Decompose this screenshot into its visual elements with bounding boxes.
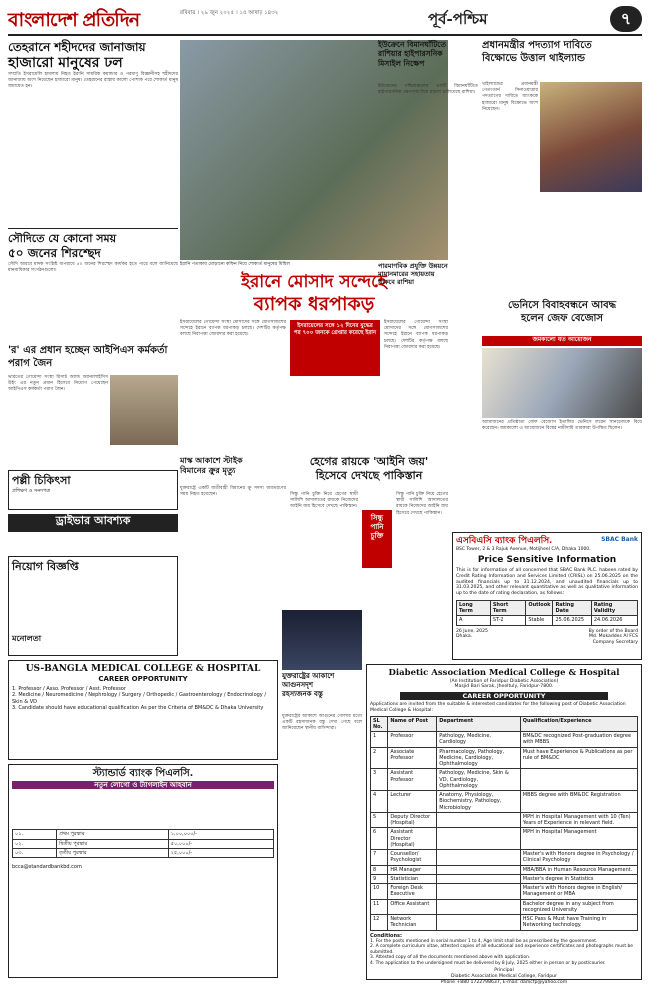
table-header: Long Term xyxy=(457,600,491,616)
myanmar-headline: পারমাণবিক প্রযুক্তি উন্নয়নে মায়ানমারের সহায়তায় থাকবে রাশিয়া xyxy=(378,262,448,287)
table-cell: 5 xyxy=(371,812,388,828)
table-cell: Associate Professor xyxy=(388,747,437,769)
tehran-caption: ইরানি পতাকায় মোড়ানো কফিন নিয়ে শোকার্ত মানুষের মিছিল xyxy=(180,262,291,267)
table-row xyxy=(371,899,638,915)
table-cell: Professor xyxy=(388,732,437,748)
thailand-protest-photo xyxy=(540,82,642,192)
table-cell: Lecturer xyxy=(388,791,437,813)
usbangla-ad: US-BANGLA MEDICAL COLLEGE & HOSPITAL CAREER OPPORTUNITY 1. Professor / Asso. Professor / Asst. Professor 2. Medicine / Neuromedicine / Nephrology / Surgery / Orthopedic / Gastroenterology / Endocrinology / Skin & VD 3. Candidate should have educational qualification As per the Criteria of BM&DC & Dhaka University xyxy=(8,660,278,760)
table-cell: 9 xyxy=(371,874,388,883)
table-cell: BM&DC recognized Post-graduation degree with MBBS xyxy=(520,732,637,748)
pakistan-headline: হেগের রায়কে 'আইনি জয়' হিসেবে দেখছে পাকিস্তান xyxy=(309,455,429,482)
mossad-headline: ইরানে মোসাদ সন্দেহে ব্যাপক ধরপাকড় xyxy=(241,272,387,316)
table-row: ০২. দ্বিতীয় পুরস্কার ৫০,০০০/- xyxy=(13,839,274,848)
table-cell: Anatomy, Physiology, Biochemistry, Pathology, Microbiology xyxy=(437,791,521,813)
table-header: Qualification/Experience xyxy=(520,716,637,732)
bezos-body: অ্যামাজনের প্রতিষ্ঠাতা জেফ বেজোস ইতালির ভেনিসে লরেন সানচেজকে বিয়ে করেছেন। জমকালো এ আয়োজনে বিশ্বের নামীদামি তারকারা উপস্থিত ছিলেন। xyxy=(482,420,642,432)
table-cell xyxy=(437,865,521,874)
table-cell xyxy=(437,915,521,931)
table-header: Rating Validity xyxy=(591,600,637,616)
section-title: পূর্ব-পশ্চিম xyxy=(428,10,488,28)
table-cell: Counsellor/ Psychologist xyxy=(388,850,437,866)
notice-date: 26 June, 2025 xyxy=(456,628,488,634)
bezos-banner: জমকালো যত আয়োজন xyxy=(482,336,642,346)
table-row xyxy=(371,828,638,850)
thailand-body: থাইল্যান্ডের প্রধানমন্ত্রী পেতংতার্ন সিনাওয়াত্রার পদত্যাগের দাবিতে ব্যাংককে হাজারো মানুষ বিক্ষোভে অংশ নিয়েছেন। xyxy=(482,82,538,112)
table-cell: 3 xyxy=(371,769,388,791)
table-cell: Master's with Honors degree in English/ Management or MBA xyxy=(520,884,637,900)
table-row xyxy=(371,791,638,813)
tehran-headline: তেহরানে শহীদদের জানাজায় হাজারো মানুষের ঢল xyxy=(8,40,146,71)
table-cell: 12 xyxy=(371,915,388,931)
signer: Md. Mokaddes Al FCS xyxy=(588,634,638,640)
newspaper-logo: বাংলাদেশ প্রতিদিন xyxy=(8,9,140,31)
mossad-highlight-box: ইসরায়েলের সঙ্গে ১২ দিনের যুদ্ধের পর ৭০০ জনকে গ্রেপ্তার করেছে ইরান xyxy=(290,320,380,376)
table-row xyxy=(371,884,638,900)
table-cell: Master's with Honors degree in Psychology / Clinical Psychology xyxy=(520,850,637,866)
sbac-notice-body: This is for information of all concerned that SBAC Bank PLC. habeen rated by Credit Rating Information and Services Limited (CRISL) on 25.06.2025 on the audited financials up to 31.12.2024, and unaudited financials up to 31.03.2025, and other relevant quantitative as well as qualitative information up to the date of rating declaration, as follows: xyxy=(456,568,638,597)
russia-body: ইউক্রেনের পশ্চিমাঞ্চলের একটি বিমানঘাঁটিতে হাইপারসনিক ক্ষেপণাস্ত্র দিয়ে হামলা চালিয়েছে রাশিয়া। xyxy=(378,84,478,96)
table-cell: 8 xyxy=(371,865,388,874)
table-cell xyxy=(437,884,521,900)
pakistan-body-right: সিন্ধু পানি চুক্তি নিয়ে হেগের স্থায়ী সালিশি আদালতের রায়কে নিজেদের আইনি জয় হিসেবে দেখছে পাকিস্তান। xyxy=(396,492,448,516)
indus-treaty-badge: সিন্ধু পানি চুক্তি xyxy=(362,510,392,568)
russia-headline: ইউক্রেনে বিমানঘাঁটিতে রাশিয়ার হাইপারসনিক মিসাইল নিক্ষেপ xyxy=(378,40,446,68)
table-cell: 6 xyxy=(371,828,388,850)
sbac-address: BSC Tower, 2 & 3 Rajuk Avenue, Motijheel C/A, Dhaka 1000. xyxy=(456,547,591,553)
table-cell: Pathology, Medicine, Skin & VD, Cardiology, Ophthalmology xyxy=(437,769,521,791)
table-header: Name of Post xyxy=(388,716,437,732)
parag-jain-photo xyxy=(110,375,178,445)
meteor-body: যুক্তরাষ্ট্রের আকাশে আগুনের গোলার মতো একটি রহস্যজনক বস্তু দেখা গেছে বলে জানিয়েছেন স্থানীয় বাসিন্দারা। xyxy=(282,714,362,732)
bezos-wedding-photo xyxy=(482,348,642,418)
table-row xyxy=(371,915,638,931)
table-cell: Foreign Desk Executive xyxy=(388,884,437,900)
stage-body: যুক্তরাষ্ট্রে একটি যাত্রীবাহী বিমানের ক্রু সদস্য অবতরণের সময় নিহত হয়েছেন। xyxy=(180,486,286,498)
page-number: ৭ xyxy=(610,6,642,32)
table-row: ০১. প্রথম পুরস্কার ১,০০,০০০/- xyxy=(13,830,274,839)
table-row xyxy=(371,874,638,883)
table-header: Short Term xyxy=(490,600,526,616)
thailand-headline: প্রধানমন্ত্রীর পদত্যাগ দাবিতে বিক্ষোভে উত্তাল থাইল্যান্ড xyxy=(482,40,592,64)
table-row xyxy=(371,865,638,874)
table-cell: MBA/BBA in Human Resource Management. xyxy=(520,865,637,874)
saudi-body: সৌদি আরবে মাদক সংশ্লিষ্ট অপরাধে ৫০ জনের শিরশ্ছেদ কার্যকর হতে পারে বলে জানিয়েছে মানবাধিকার সংগঠনগুলো। xyxy=(8,262,178,274)
raw-body: ভারতের গোয়েন্দা সংস্থা রিসার্চ অ্যান্ড অ্যানালাইসিস উইং এর নতুন প্রধান হিসেবে নিয়োগ পেয়েছেন আইপিএস কর্মকর্তা পরাগ জৈন। xyxy=(8,375,108,393)
standard-bank-ad: স্ট্যান্ডার্ড ব্যাংক পিএলসি. নতুন লোগো ও ট্যাগলাইন আহবান ০১. প্রথম পুরস্কার ১,০০,০০০/- ০২. দ্বিতীয় পুরস্কার ৫০,০০০/- ০৩. তৃতীয় পুরস্কার ২৫,০০০/- bcca@standardbankbd.com xyxy=(8,764,278,978)
driver-ad: ড্রাইভার আবশ্যক xyxy=(8,514,178,532)
mossad-body-right: ইসরায়েলের গোয়েন্দা সংস্থা মোসাদের সঙ্গে যোগসাজশের সন্দেহে ইরানে ব্যাপক ধরপাকড় চলছে। দেশটির কর্তৃপক্ষ বলছে নিরাপত্তা জোরদার করা হয়েছে। xyxy=(384,320,448,350)
mossad-body-left: ইসরায়েলের গোয়েন্দা সংস্থা মোসাদের সঙ্গে যোগসাজশের সন্দেহে ইরানে ব্যাপক ধরপাকড় চলছে। দেশটির কর্তৃপক্ষ বলছে নিরাপত্তা জোরদার করা হয়েছে। xyxy=(180,320,286,338)
table-cell: 1 xyxy=(371,732,388,748)
table-cell xyxy=(437,899,521,915)
table-cell: Pathology, Medicine, Cardiology xyxy=(437,732,521,748)
table-cell: 2 xyxy=(371,747,388,769)
signer-title: Company Secretary xyxy=(592,640,638,646)
table-cell xyxy=(437,828,521,850)
table-cell xyxy=(437,812,521,828)
table-cell: Pharmacology, Pathology, Medicine, Cardiology, Ophthalmology xyxy=(437,747,521,769)
table-row xyxy=(371,747,638,769)
table-cell xyxy=(437,850,521,866)
saudi-headline: সৌদিতে যে কোনো সময় ৫০ জনের শিরশ্ছেদ xyxy=(8,232,117,260)
bezos-headline: ভেনিসে বিবাহবন্ধনে আবদ্ধ হলেন জেফ বেজোস xyxy=(507,300,617,324)
dateline: রবিবার । ২৯ জুন ২০২৫ । ১৫ আষাঢ় ১৪৩২ xyxy=(180,10,279,16)
tehran-body: সম্প্রতি ইসরায়েলি হামলায় নিহত ইরানি সামরিক কমান্ডার ও পরমাণু বিজ্ঞানীসহ শহীদদের জানাজায় অংশ নিয়েছেন হাজারো মানুষ। তেহরানের রাস্তায় কালো পোশাক পরে শোকার্ত মানুষ জমায়েত হন। xyxy=(8,72,178,90)
stage-headline: মাস্ক আকাশে স্টাইক বিমানের ক্রুর মৃত্যু xyxy=(180,455,243,475)
raw-headline: 'র' এর প্রধান হচ্ছেন আইপিএস কর্মকর্তা পরাগ জৈন xyxy=(8,345,168,369)
table-cell: Network Technician xyxy=(388,915,437,931)
sbac-rating-table xyxy=(456,600,638,626)
table-cell: Statistician xyxy=(388,874,437,883)
table-cell: 7 xyxy=(371,850,388,866)
palli-ad: পল্লী চিকিৎসা প্রশিক্ষণ ও সনদপত্র xyxy=(8,470,178,510)
table-cell: Assistant Director (Hospital) xyxy=(388,828,437,850)
table-row: A ST-2 Stable 25.06.2025 24.06.2026 xyxy=(457,616,638,625)
table-header: Outlook xyxy=(526,600,553,616)
table-header: SL No. xyxy=(371,716,388,732)
table-header: Department xyxy=(437,716,521,732)
notice-city: Dhaka. xyxy=(456,634,473,640)
damc-career-ad: Diabetic Association Medical College & Hospital (An Institution of Faridpur Diabetic Association) Masjid Bari Sarak, Jheeltuly, Faridpur-7800. CAREER OPPORTUNITY Applications are invited from the suitable & interested candidates for the following post of Diabetic Association Medical College & Hospital: SL No. Name of Post Department Qualification/Experience 1 Professor Pathology, Medicine, Cardiology BM&DC recognized Post-graduation degree with MBBS 2 Associate Professor Pharmacology, Pathology, Medicine, Cardiology, Ophthalmology Must have Experience & Publications as per rule of BM&DC 3 Assistant Professor Pathology, Medicine, Skin & VD, Cardiology, Ophthalmology 4 Lecturer Anatomy, Physiology, Biochemistry, Pathology, Microbiology MBBS degree with BM&DC Registration 5 Deputy Director (Hospital) MPH in Hospital Management with 10 (Ten) Years of Experience in relevant field. 6 Assistant Director (Hospital) MPH in Hospital Management 7 Counsellor/ Psychologist Master's with Honors degree in Psychology / Clinical Psychology 8 HR Manager MBA/BBA in Human Resource Management. 9 Statistician Master's degree in Statistics 10 Foreign Desk Executive Master's with Honors degree in English/ Management or MBA 11 Office Assistant Bachelor degree in any subject from recognized University 12 Network Technician HSC Pass & Must have Training in Networking technology. Conditions: 1. For the posts mentioned in serial number 1 to 4, Age limit shall be as prescribed by the government. 2. A complete curriculum vitae, attested copies of all educational and experience certificates and photographs must be submitted. 3. Attested copy of all the documents mentioned above with application. 4. The application to the undersigned must be delivered by 8 July, 2025 either in person or by post/courier. Principal Diabetic Association Medical College, Faridpur Phone +880 1722798637, E-mail: damcfp@yahoo.com xyxy=(366,664,642,980)
table-cell: 4 xyxy=(371,791,388,813)
table-header: Rating Date xyxy=(553,600,591,616)
damc-title: Diabetic Association Medical College & Hospital xyxy=(388,668,620,678)
table-cell: HR Manager xyxy=(388,865,437,874)
table-cell: HSC Pass & Must have Training in Networking technology. xyxy=(520,915,637,931)
table-cell: Bachelor degree in any subject from recognized University xyxy=(520,899,637,915)
table-cell xyxy=(520,769,637,791)
sbac-name: এসবিএসি ব্যাংক পিএলসি. xyxy=(456,536,553,546)
divider xyxy=(8,228,178,229)
table-cell: MBBS degree with BM&DC Registration xyxy=(520,791,637,813)
table-row: ০৩. তৃতীয় পুরস্কার ২৫,০০০/- xyxy=(13,848,274,857)
masthead xyxy=(8,6,642,36)
table-cell: Must have Experience & Publications as per rule of BM&DC xyxy=(520,747,637,769)
sbac-notice xyxy=(452,532,642,660)
table-row xyxy=(371,769,638,791)
table-cell: Deputy Director (Hospital) xyxy=(388,812,437,828)
meteor-headline: যুক্তরাষ্ট্রের আকাশে আগুনসদৃশ রহস্যজনক বস্তু xyxy=(282,671,335,698)
table-cell: Assistant Professor xyxy=(388,769,437,791)
pakistan-body: সিন্ধু পানি চুক্তি নিয়ে হেগের স্থায়ী সালিশি আদালতের রায়কে নিজেদের আইনি জয় হিসেবে দেখছে পাকিস্তান। xyxy=(290,492,358,510)
meteor-photo xyxy=(282,610,362,670)
board-order: By order of the Board xyxy=(588,628,638,634)
table-cell: Master's degree in Statistics xyxy=(520,874,637,883)
table-row xyxy=(371,812,638,828)
table-cell: Office Assistant xyxy=(388,899,437,915)
sbac-logo: SBAC Bank xyxy=(601,536,638,543)
table-row xyxy=(371,850,638,866)
table-cell: MPH in Hospital Management xyxy=(520,828,637,850)
table-row xyxy=(371,732,638,748)
table-cell xyxy=(437,874,521,883)
niyog-ad: নিয়োগ বিজ্ঞপ্তি মনোলতা xyxy=(8,556,178,656)
sbac-notice-title: Price Sensitive Information xyxy=(477,554,617,565)
table-cell: 10 xyxy=(371,884,388,900)
contact-email: bcca@standardbankbd.com xyxy=(12,864,82,870)
prize-table xyxy=(12,829,274,858)
table-cell: MPH in Hospital Management with 10 (Ten) Years of Experience in relevant field. xyxy=(520,812,637,828)
damc-posts-table xyxy=(370,716,638,931)
table-cell: 11 xyxy=(371,899,388,915)
